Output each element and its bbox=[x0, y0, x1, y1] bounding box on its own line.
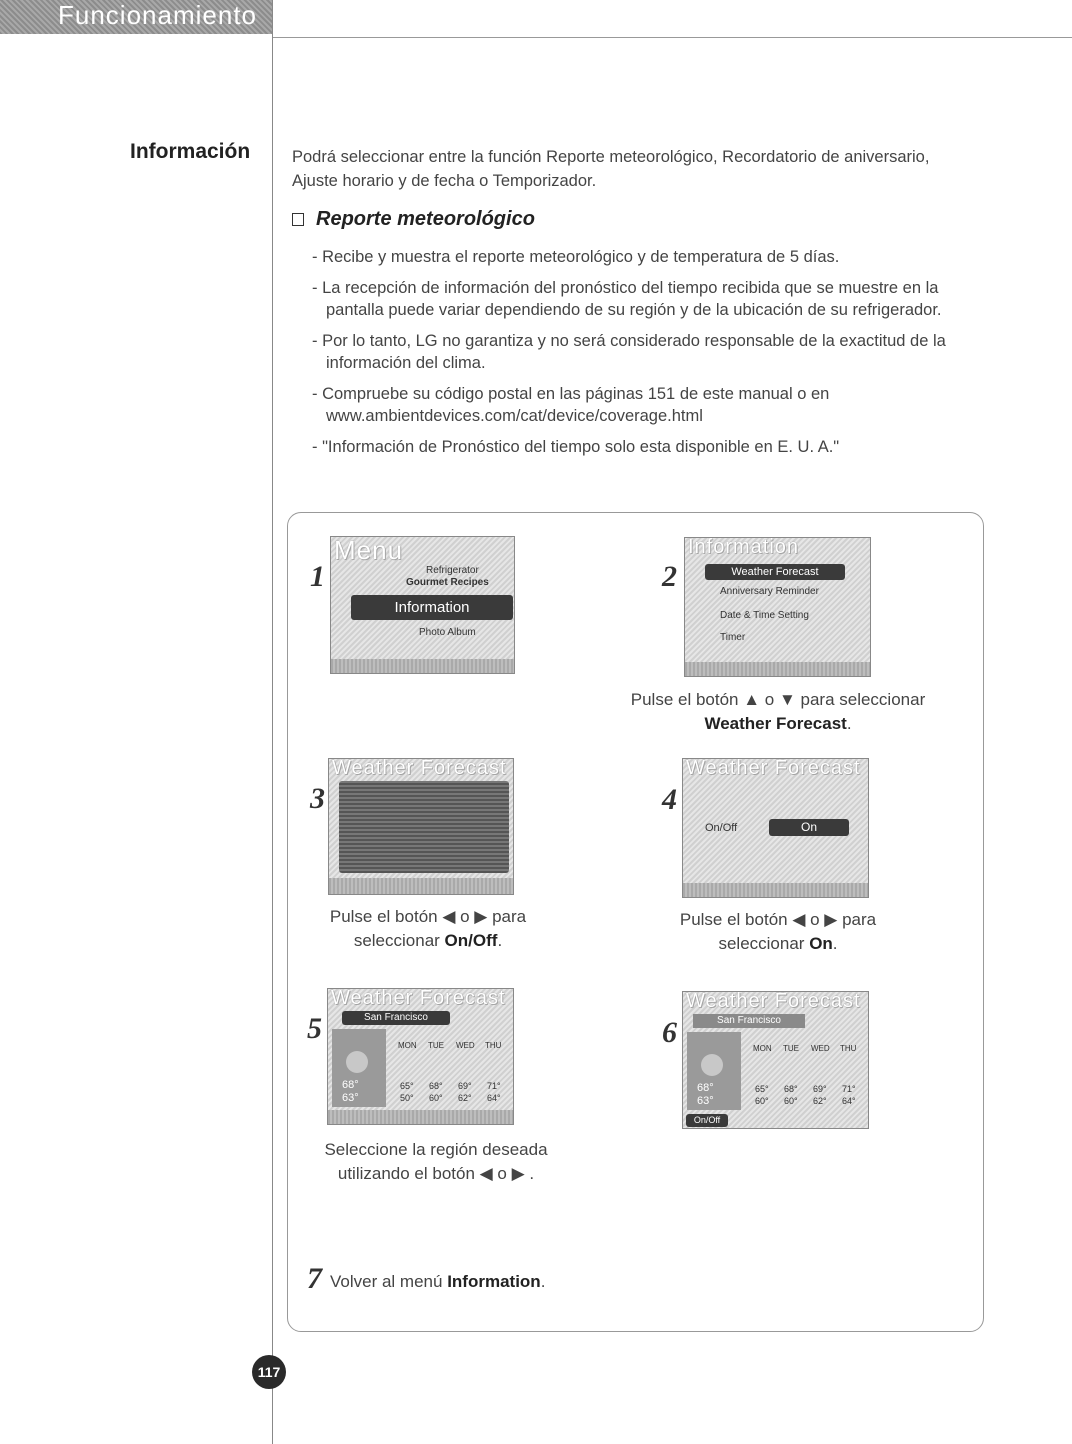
margin-rule bbox=[272, 0, 273, 1444]
forecast-day: WED bbox=[456, 1041, 475, 1050]
caption-text: . bbox=[846, 714, 852, 733]
screen-title: Weather Forecast bbox=[686, 758, 861, 779]
sun-icon bbox=[346, 1051, 368, 1073]
bullet-item: - Compruebe su código postal en las páginas 151 de este manual o en www.ambientdevices.com/cat/device/coverage.html bbox=[312, 385, 830, 425]
forecast-high: 68° bbox=[429, 1081, 443, 1091]
step-5-caption: Seleccione la región deseada utilizando el botón ◀ o ▶ . bbox=[324, 1140, 548, 1183]
caption-bold: Weather Forecast bbox=[704, 714, 847, 733]
forecast-day: TUE bbox=[783, 1044, 799, 1053]
menu-item: Date & Time Setting bbox=[720, 610, 809, 621]
today-panel bbox=[332, 1029, 386, 1107]
forecast-low: 62° bbox=[458, 1093, 472, 1103]
step-number: 5 bbox=[307, 1012, 322, 1045]
step-number: 4 bbox=[662, 783, 677, 816]
bullet-item: - La recepción de información del pronóstico del tiempo recibida que se muestre en la pantalla puede variar dependiendo de su región y de la ubicación de su refrigerador. bbox=[312, 279, 942, 319]
step-7-caption bbox=[330, 1270, 730, 1294]
screen-status-bar bbox=[331, 659, 514, 673]
caption-text: . bbox=[497, 931, 503, 950]
menu-item: Timer bbox=[720, 632, 746, 643]
forecast-day: THU bbox=[485, 1041, 502, 1050]
forecast-day: MON bbox=[398, 1041, 417, 1050]
forecast-day: THU bbox=[840, 1044, 857, 1053]
forecast-low: 64° bbox=[842, 1096, 856, 1106]
menu-item: Gourmet Recipes bbox=[406, 577, 489, 588]
forecast-day: TUE bbox=[428, 1041, 444, 1050]
step-2-caption bbox=[620, 688, 936, 736]
step-number: 7 bbox=[307, 1262, 322, 1295]
intro-text: Podrá seleccionar entre la función Reporte meteorológico, Recordatorio de aniversario, Ajuste horario y de fecha o Temporizador. bbox=[292, 148, 930, 190]
screen-forecast bbox=[682, 991, 869, 1129]
bullet-list bbox=[312, 246, 982, 467]
city-label: San Francisco bbox=[693, 1014, 805, 1028]
caption-text: Pulse el botón ◀ o ▶ para seleccionar bbox=[329, 907, 527, 950]
screen-title: Weather Forecast bbox=[331, 988, 506, 1009]
step-number: 3 bbox=[310, 782, 325, 815]
forecast-high: 69° bbox=[813, 1084, 827, 1094]
screen-title: Weather Forecast bbox=[686, 991, 861, 1012]
screen-status-bar bbox=[683, 883, 868, 897]
checkbox-bullet-icon bbox=[292, 213, 304, 226]
screen-forecast-select bbox=[327, 988, 514, 1125]
caption-text: . bbox=[540, 1272, 546, 1291]
today-panel bbox=[687, 1032, 741, 1110]
screen-title: Menu bbox=[334, 536, 404, 565]
sun-icon bbox=[701, 1054, 723, 1076]
screen-information bbox=[684, 537, 871, 677]
menu-item: Refrigerator bbox=[426, 565, 479, 576]
screen-status-bar bbox=[329, 878, 513, 894]
forecast-low: 50° bbox=[400, 1093, 414, 1103]
screen-menu bbox=[330, 536, 515, 674]
menu-item: Anniversary Reminder bbox=[720, 586, 819, 597]
step-number: 1 bbox=[310, 560, 325, 593]
today-high: 68° bbox=[697, 1082, 714, 1094]
page-number-badge bbox=[252, 1355, 286, 1389]
subheading-text: Reporte meteorológico bbox=[316, 208, 535, 230]
forecast-low: 60° bbox=[429, 1093, 443, 1103]
on-off-button: On/Off bbox=[686, 1114, 728, 1127]
step-number: 6 bbox=[662, 1016, 677, 1049]
forecast-high: 65° bbox=[755, 1084, 769, 1094]
forecast-high: 71° bbox=[487, 1081, 501, 1091]
step-3-caption bbox=[290, 905, 566, 953]
caption-bold: On/Off bbox=[444, 931, 498, 950]
setting-value: On bbox=[769, 819, 849, 836]
forecast-day: MON bbox=[753, 1044, 772, 1053]
forecast-high: 68° bbox=[784, 1084, 798, 1094]
forecast-high: 69° bbox=[458, 1081, 472, 1091]
caption-text: Pulse el botón ◀ o ▶ para seleccionar bbox=[679, 910, 877, 953]
today-low: 63° bbox=[697, 1095, 714, 1107]
bullet-item: - Recibe y muestra el reporte meteorológico y de temperatura de 5 días. bbox=[312, 248, 840, 266]
caption-text: . bbox=[832, 934, 838, 953]
forecast-day: WED bbox=[811, 1044, 830, 1053]
forecast-low: 60° bbox=[784, 1096, 798, 1106]
forecast-low: 60° bbox=[755, 1096, 769, 1106]
caption-bold: Information bbox=[447, 1272, 541, 1291]
screen-status-bar bbox=[685, 662, 870, 676]
header-title: Funcionamiento bbox=[58, 0, 257, 30]
step-number: 2 bbox=[662, 560, 677, 593]
header-rule bbox=[272, 37, 1072, 38]
caption-text: Volver al menú bbox=[330, 1272, 448, 1291]
subheading bbox=[292, 208, 535, 231]
setting-label: On/Off bbox=[705, 822, 738, 834]
today-high: 68° bbox=[342, 1079, 359, 1091]
forecast-low: 62° bbox=[813, 1096, 827, 1106]
screen-title: Weather Forecast bbox=[332, 758, 507, 779]
caption-text: Pulse el botón ▲ o ▼ para seleccionar bbox=[630, 690, 926, 709]
bullet-item: - Por lo tanto, LG no garantiza y no será considerado responsable de la exactitud de la información del clima. bbox=[312, 332, 946, 372]
city-selector: San Francisco bbox=[342, 1011, 450, 1025]
screen-weather-info bbox=[328, 758, 514, 895]
menu-item-selected: Information bbox=[351, 595, 513, 620]
screen-status-bar bbox=[328, 1110, 513, 1124]
step-4-caption bbox=[640, 908, 916, 956]
screen-title: Information bbox=[688, 537, 800, 558]
today-low: 63° bbox=[342, 1092, 359, 1104]
page-number: 117 bbox=[257, 1364, 281, 1380]
forecast-high: 71° bbox=[842, 1084, 856, 1094]
bullet-item: - "Información de Pronóstico del tiempo solo esta disponible en E. U. A." bbox=[312, 438, 840, 456]
section-label: Información bbox=[130, 140, 251, 163]
caption-bold: On bbox=[809, 934, 833, 953]
forecast-low: 64° bbox=[487, 1093, 501, 1103]
screen-on-off bbox=[682, 758, 869, 898]
forecast-high: 65° bbox=[400, 1081, 414, 1091]
menu-item-selected: Weather Forecast bbox=[705, 564, 845, 580]
info-text-box bbox=[339, 781, 509, 873]
menu-item: Photo Album bbox=[419, 627, 476, 638]
